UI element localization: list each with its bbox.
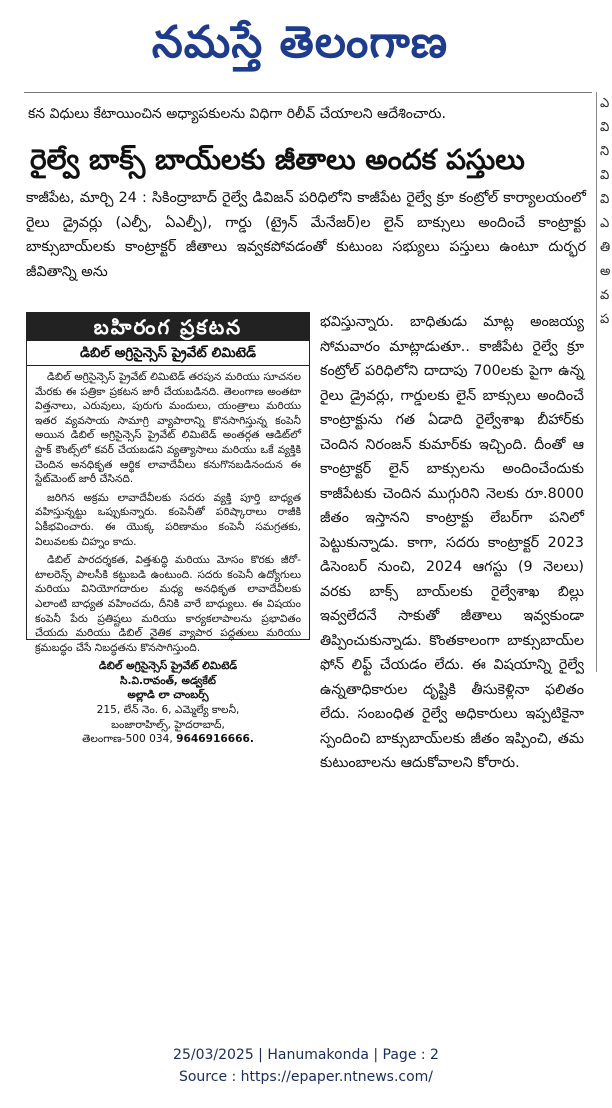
right-column-text: భవిస్తున్నారు. బాధితుడు మాట్ల అంజయ్య సోమవారం మాట్లాడుతూ.. కాజీపేట రైల్వే క్రూ కంట్రోల్ పరిధిలోని దాదాపు 700లకు పైగా ఉన్న రైలు డ్రైవర్లు, గార్డులకు లైన్ బాక్సులు అందించే కాంట్రాక్టును గత ఏడాది రైల్వేశాఖ బీహార్‌కు చెందిన నిరంజన్ కుమార్‌కు ఇచ్చింది. దీంతో ఆ కాంట్రాక్టర్ లైన్ బాక్సులను అందించేందుకు కాజీపేటకు చెందిన ముగ్గురిని నెలకు రూ.8000 జీతం ఇస్తానని కాంట్రాక్టు లేబర్‌గా పనిలో పెట్టుకున్నాడు. కాగా, సదరు కాంట్రాక్టర్ 2023 డిసెంబర్ నుంచి, 2024 ఆగస్టు (9 నెలలు) వరకు బాక్స్ బాయ్‌లకు రైల్వేశాఖ బిల్లు ఇవ్వలేదనే సాకుతో జీతాలు ఇవ్వకుండా తిప్పించుకున్నాడు. కొంతకాలంగా బాక్సుబాయ్‌ల ఫోన్ లిఫ్ట్ చేయడం లేదు. ఈ విషయాన్ని రైల్వే ఉన్నతాధికారుల దృష్టికి తీసుకెళ్లినా ఫలితం లేదు. సంబంధిత రైల్వే అధికారులు ఇప్పటికైనా స్పందించి బాక్సుబాయ్‌లకు జీతం ఇప్పించి, తమ కుటుంబాలను ఆదుకోవాలని కోరారు. (320, 314, 584, 771)
footer-date-edition: 25/03/2025 | Hanumakonda | Page : 2 (173, 1047, 439, 1063)
ad-paragraph: జరిగిన అక్రమ లావాదేవీలకు సదరు వ్యక్తి పూర్తి బాధ్యత వహిస్తున్నట్టు ఒప్పుకున్నారు. కంపెనీతో పరిష్కారాలు రాజీకి ఏకీభవించారు. ఈ యొక్క పరిణామం కంపెనీ సమగ్రతకు, విలువలకు చిహ్నం కాదు. (35, 491, 301, 548)
ad-body (27, 366, 309, 747)
adjacent-column-edge (596, 92, 612, 672)
ad-sign-company: డిబిల్ అగ్రిసైన్సెస్ ప్రైవేట్ లిమిటెడ్ (98, 660, 238, 673)
edge-glyph: వి (600, 120, 610, 135)
ad-address-state: తెలంగాణ-500 034, (82, 733, 173, 746)
ad-address-line: బంజారాహిల్స్, హైదరాబాద్, (111, 718, 225, 731)
previous-article-tail: కన విధులు కేటాయించిన అధ్యాపకులను విధిగా రిలీవ్ చేయాలని ఆదేశించారు. (28, 106, 446, 122)
ad-paragraph: డిబిల్ అగ్రిసైన్సెస్ ప్రైవేట్ లిమిటెడ్ తరపున మరియు సూచనల మేరకు ఈ పత్రికా ప్రకటన జారీ చేయబడినది. తెలంగాణ అంతటా విత్తనాలు, ఎరువులు, పురుగు మందులు, యంత్రాలు మరియు ఇతర వ్యవసాయ సామాగ్రి వ్యాపారాన్ని కొనసాగిస్తున్న కంపెనీ అయిన డిబిల్ అగ్రిసైన్సెస్ ప్రైవేట్ లిమిటెడ్ అంతర్గత ఆడిట్‌లో స్టాక్ కౌంట్స్‌లో కవర్ చేయబడని వ్యత్యాసాలు మరియు ఒకే వ్యక్తికి చెందిన అనధికృత ఆర్థిక లావాదేవీలు కనుగొనబడినందున ఈ స్టేట్‌మెంట్ జారీ చేసినది. (35, 371, 301, 486)
edge-glyph: వి (600, 192, 610, 207)
ad-address-line (35, 732, 301, 747)
article-right-column (320, 310, 584, 776)
ad-company-name: డిబిల్ అగ్రిసైన్సెస్ ప్రైవేట్ లిమిటెడ్ (27, 341, 309, 366)
ad-signature (35, 659, 301, 747)
edge-glyph: ఎ (600, 216, 610, 231)
article-lead (26, 186, 586, 284)
ad-address-line: 215, లేన్ నెం. 6, ఎమ్మెల్యే కాలనీ, (96, 704, 240, 717)
edge-glyph: ని (600, 144, 610, 159)
edge-glyph: తి (600, 240, 611, 255)
divider (24, 92, 592, 93)
edge-glyph: ప (600, 312, 610, 327)
ad-phone: 9646916666. (176, 733, 254, 746)
article-headline: రైల్వే బాక్స్ బాయ్‌లకు జీతాలు అందక పస్తులు (30, 143, 525, 176)
public-notice-ad (26, 312, 310, 746)
page-footer (0, 1044, 612, 1088)
edge-glyph: ఎ (600, 96, 610, 111)
footer-source: Source : https://epaper.ntnews.com/ (178, 1069, 434, 1085)
ad-paragraph: డిబిల్ పారదర్శకత, విత్తశుద్ధి మరియు మోసం కొరకు జీరో-టాలరెన్స్ పాలసీకి కట్టుబడి ఉంటుంది. సదరు కంపెనీ ఉద్యోగులు మరియు వినియోగదారుల మధ్య అనధికృత లావాదేవీలకు ఎలాంటి బాధ్యత వహించదు, దీనికి వారే బాధ్యులు. ఈ విషయం కంపెనీ పేరు ప్రతిష్టలు మరియు కార్యకలాపాలను ప్రభావితం చేయదు మరియు డిబిల్ నైతిక వ్యాపార పద్ధతులు మరియు క్రమబద్ధం చేసే నిబద్ధతను కొనసాగిస్తుంది. (35, 554, 301, 654)
edge-glyph: వ (600, 288, 610, 303)
edge-glyph: వి (600, 168, 610, 183)
ad-sign-advocate: సి.వి.రావంత్, అడ్వకేట్ (120, 674, 216, 687)
lead-paragraph: కాజీపేట, మార్చి 24 : సికింద్రాబాద్ రైల్వే డివిజన్ పరిధిలోని కాజీపేట రైల్వే క్రూ కంట్రోల్ కార్యాలయంలో రైలు డ్రైవర్లు (ఎల్పీ, ఏఎల్పీ), గార్డు (ట్రైన్ మేనేజర్)ల లైన్ బాక్సులు అందించే కాంట్రాక్టు బాక్సుబాయ్‌లకు కాంట్రాక్టర్ జీతాలు ఇవ్వకపోవడంతో కుటుంబ సభ్యులు పస్తులు ఉంటూ దుర్భర జీవితాన్ని అను (26, 190, 586, 280)
ad-sign-chamber: అల్లాడి లా చాంబర్స్ (127, 689, 209, 702)
edge-glyph: అ (600, 264, 611, 279)
ad-title: బహిరంగ ప్రకటన (27, 313, 309, 341)
masthead-logo: నమస్తే తెలంగాణ (151, 17, 449, 68)
